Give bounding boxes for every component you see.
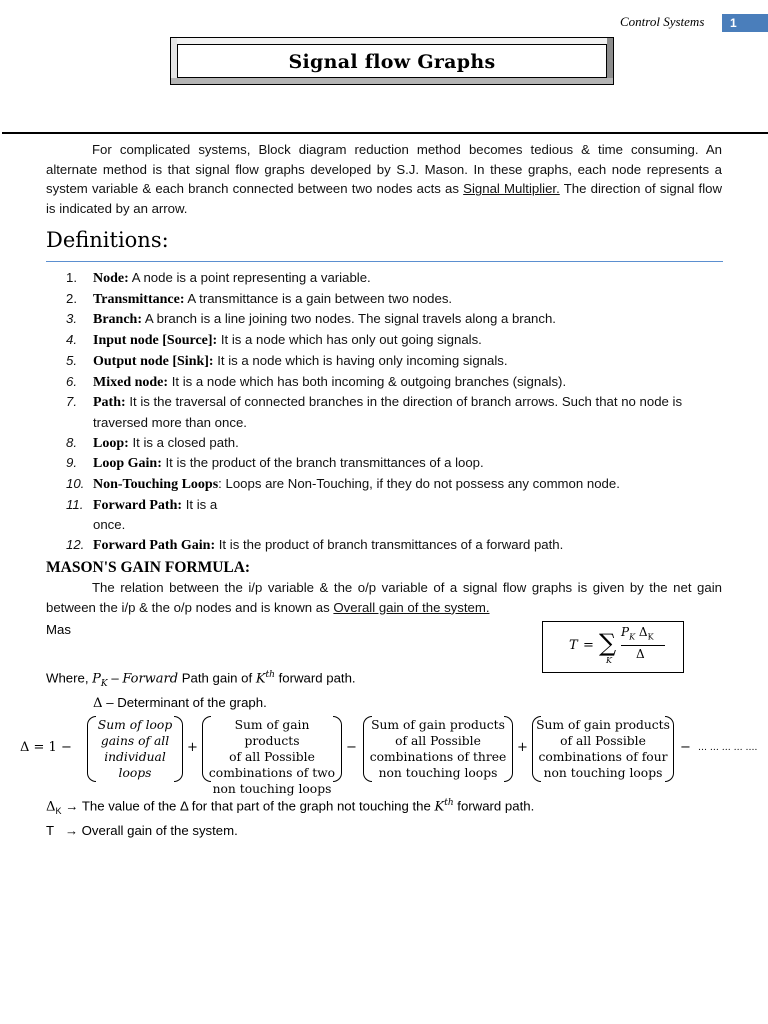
group-line: of all Possible (395, 734, 481, 748)
delta-k-definition (46, 798, 534, 816)
group-line: Sum of gain products (371, 718, 505, 732)
where-label: Where, (46, 670, 93, 686)
definition: It is a node which has both incoming & outgoing branches (signals). (168, 373, 567, 389)
k-subscript: K (55, 806, 62, 817)
list-item (66, 453, 726, 474)
fraction-bar (621, 645, 665, 646)
mason-paragraph (46, 578, 722, 617)
header-divider (2, 132, 768, 134)
where-text: Path gain of (178, 670, 256, 686)
overall-gain-term: Overall gain of the system. (333, 599, 490, 615)
definition: It is the traversal of connected branches in the direction of branch arrows. Such that no node is traversed more than once. (93, 394, 683, 430)
delta-k-text: → The value of the Δ for that part of the graph not touching the (61, 798, 435, 814)
where-text-end: forward path. (274, 670, 356, 686)
definition: It is a (182, 496, 218, 512)
list-item (66, 330, 726, 351)
minus-operator: − (680, 740, 691, 755)
mas-label: Mas (46, 622, 71, 637)
term: Loop Gain: (93, 456, 162, 472)
item-number: 7. (66, 394, 77, 410)
item-number: 3. (66, 311, 77, 327)
pk-symbol: P (621, 625, 630, 639)
formula-lhs: T (569, 638, 578, 653)
definition: It is a node which is having only incoming signals. (213, 352, 508, 368)
mason-heading: MASON'S GAIN FORMULA: (46, 559, 251, 576)
formula-equals: = (583, 638, 594, 653)
list-item (66, 309, 726, 330)
delta-k-text-end: forward path. (453, 798, 535, 814)
delta-symbol: Δ (93, 696, 103, 711)
intro-paragraph (46, 140, 722, 219)
right-brace (665, 716, 674, 782)
delta-definition (93, 695, 267, 711)
item-number: 6. (66, 373, 77, 389)
delta-k-subscript: K (647, 632, 654, 642)
definition-continuation: once. (93, 517, 126, 533)
right-brace (174, 716, 183, 782)
definition: It is a node which has only out going signals. (217, 332, 482, 348)
left-brace (363, 716, 372, 782)
group-line: combinations of four (538, 750, 668, 764)
left-brace (532, 716, 541, 782)
term: Input node [Source]: (93, 333, 218, 349)
title-box (170, 37, 614, 85)
th-superscript: th (265, 670, 275, 680)
left-brace (202, 716, 211, 782)
definition: A branch is a line joining two nodes. The signal travels along a branch. (142, 311, 556, 327)
term: Forward Path: (93, 497, 183, 513)
definition: A transmittance is a gain between two nodes. (184, 290, 453, 306)
intro-text-2: The direction of signal flow is indicated by an arrow. (46, 181, 722, 217)
definitions-heading: Definitions: (46, 228, 169, 252)
title-inner (177, 44, 607, 78)
definition: It is a closed path. (128, 434, 239, 450)
delta-k-symbol: Δ (638, 625, 648, 639)
item-number: 1. (66, 270, 77, 285)
group-line: combinations of three (369, 750, 507, 764)
group-line: loops (118, 766, 152, 780)
mason-formula-box (542, 621, 684, 673)
definitions-rule (46, 261, 723, 262)
group-line: non touching loops (378, 766, 498, 780)
page-title: Signal flow Graphs (288, 51, 496, 73)
mason-text: The relation between the i/p variable & the o/p variable of a signal flow graphs is given by the net gain between the i/p & the o/p nodes and is known as (46, 580, 722, 615)
where-line (46, 670, 356, 689)
group-line: Sum of loop (97, 718, 173, 732)
th-superscript: th (444, 798, 454, 808)
plus-operator: + (187, 740, 198, 755)
term: Transmittance: (93, 291, 185, 307)
delta-symbol: Δ (46, 799, 56, 815)
item-number: 8. (66, 434, 77, 450)
group-two-loops (202, 716, 342, 796)
list-item (66, 495, 726, 535)
t-definition (46, 823, 238, 838)
definition: It is the product of branch transmittances of a forward path. (215, 537, 564, 553)
left-brace (87, 716, 96, 782)
pk-symbol: P (92, 671, 101, 687)
group-line: Sum of gain products (536, 718, 670, 732)
group-line: of all Possible (229, 750, 315, 764)
list-item (66, 351, 726, 372)
group-three-loops (363, 716, 513, 782)
term: Node: (93, 271, 129, 286)
list-item (66, 474, 726, 495)
k-symbol: K (255, 671, 266, 687)
item-number: 12. (66, 537, 85, 553)
list-item (66, 433, 726, 454)
sigma-subscript: K (606, 656, 612, 665)
k-symbol: K (434, 799, 445, 815)
item-number: 2. (66, 290, 77, 306)
item-number: 10. (66, 476, 85, 492)
term: Output node [Sink]: (93, 353, 214, 369)
group-line: combinations of two (208, 766, 336, 780)
delta-equation-lhs: Δ = 1 − (20, 740, 72, 755)
list-item (66, 289, 726, 310)
page-number-badge: 1 (722, 14, 768, 32)
intro-text-1: For complicated systems, Block diagram reduction method becomes tedious & time consuming. An alternate method is that signal flow graphs developed by S.J. Mason. In these graphs, each node represents a system variable & each branch connected between two nodes acts as (46, 142, 722, 197)
group-line: gains of all (100, 734, 170, 748)
list-item (66, 268, 726, 289)
item-number: 5. (66, 352, 77, 368)
term: Branch: (93, 312, 142, 328)
list-item (66, 535, 726, 556)
definitions-list (66, 268, 726, 556)
delta-definition-text: – Determinant of the graph. (102, 695, 267, 710)
term: Mixed node: (93, 374, 169, 390)
t-symbol: T (46, 823, 54, 838)
minus-operator: − (346, 740, 357, 755)
right-brace (333, 716, 342, 782)
group-individual-loops (87, 716, 183, 782)
term: Loop: (93, 435, 129, 451)
term: Non-Touching Loops (93, 477, 219, 493)
plus-operator: + (517, 740, 528, 755)
definition: : Loops are Non-Touching, if they do not possess any common node. (218, 476, 620, 492)
forward-word: Forward (122, 671, 179, 687)
dash: – (107, 670, 123, 686)
group-line: non touching loops (212, 782, 332, 796)
formula-numerator (621, 625, 654, 641)
ellipsis-continuation: … … … … …. (698, 743, 758, 753)
signal-multiplier-term: Signal Multiplier. (463, 181, 560, 197)
definition: A node is a point representing a variable. (128, 270, 371, 285)
item-number: 11. (66, 496, 84, 512)
pk-subscript: K (100, 679, 108, 690)
right-brace (504, 716, 513, 782)
definition: It is the product of the branch transmittances of a loop. (161, 455, 484, 471)
term: Path: (93, 395, 126, 411)
list-item (66, 392, 726, 432)
t-definition-text: → Overall gain of the system. (53, 823, 238, 838)
group-four-loops (532, 716, 674, 782)
group-line: non touching loops (543, 766, 663, 780)
pk-subscript: K (629, 632, 636, 642)
formula-denominator: Δ (636, 647, 645, 661)
group-line: individual (104, 750, 166, 764)
bevel-bottom (171, 78, 613, 84)
sigma-symbol: ∑ (599, 629, 617, 657)
term: Forward Path Gain: (93, 538, 216, 554)
item-number: 9. (66, 455, 77, 471)
group-line: of all Possible (560, 734, 646, 748)
item-number: 4. (66, 332, 77, 348)
group-line: Sum of gain products (234, 718, 310, 748)
delta-equation (20, 716, 768, 796)
list-item (66, 372, 726, 393)
running-header-title: Control Systems (620, 14, 705, 29)
